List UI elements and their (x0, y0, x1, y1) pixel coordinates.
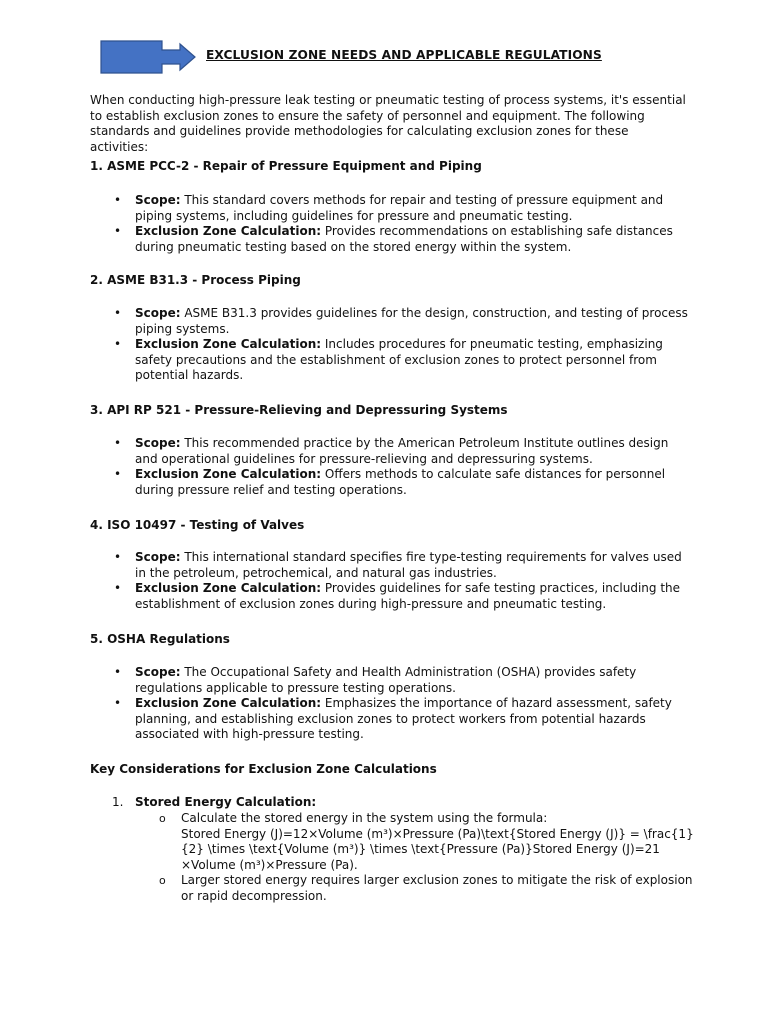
scope-label: Scope: (135, 436, 181, 450)
calc-text: Offers methods to calculate safe distances for personnel during pressure relief and testing operations. (135, 467, 666, 497)
intro-paragraph: When conducting high-pressure leak testing or pneumatic testing of process systems, it's essential to establish exclusion zones to ensure the safety of personnel and equipment. The following standards and guidelines provide methodologies for calculating exclusion zones for these activities: (90, 93, 686, 154)
list-item (135, 873, 695, 904)
stored-energy-note: Larger stored energy requires larger exclusion zones to mitigate the risk of explosion or rapid decompression. (181, 873, 693, 903)
scope-text: This international standard specifies fire type-testing requirements for valves used in the petroleum, petrochemical, and natural gas industries. (135, 550, 682, 580)
calc-label: Exclusion Zone Calculation: (135, 224, 322, 239)
key-considerations-heading: Key Considerations for Exclusion Zone Calculations (90, 762, 437, 776)
calc-label: Exclusion Zone Calculation: (135, 467, 322, 482)
section-list-3 (90, 436, 690, 498)
list-item (135, 811, 695, 873)
document-title: EXCLUSION ZONE NEEDS AND APPLICABLE REGULATIONS (206, 48, 602, 62)
list-item (90, 467, 690, 498)
list-item (90, 337, 690, 384)
scope-text: This recommended practice by the American Petroleum Institute outlines design and operational guidelines for pressure-relieving and depressuring systems. (135, 436, 669, 466)
section-heading-1: 1. ASME PCC-2 - Repair of Pressure Equipment and Piping (90, 159, 482, 173)
section-list-5 (90, 665, 690, 743)
section-heading-3: 3. API RP 521 - Pressure-Relieving and Depressuring Systems (90, 403, 508, 417)
calc-text: Includes procedures for pneumatic testing, emphasizing safety precautions and the establishment of exclusion zones to protect personnel from potential hazards. (135, 337, 663, 383)
section-heading-5: 5. OSHA Regulations (90, 632, 230, 646)
scope-label: Scope: (135, 306, 181, 320)
list-item (90, 306, 690, 337)
scope-label: Scope: (135, 550, 181, 564)
scope-text: This standard covers methods for repair and testing of pressure equipment and piping systems, including guidelines for pressure and pneumatic testing. (135, 193, 664, 223)
key-item-sublist (135, 811, 695, 905)
list-item (90, 550, 690, 581)
scope-label: Scope: (135, 665, 181, 679)
scope-label: Scope: (135, 193, 181, 207)
calc-text: Provides recommendations on establishing safe distances during pneumatic testing based on the stored energy within the system. (135, 224, 673, 254)
list-item (90, 224, 690, 255)
section-list-1 (90, 193, 690, 255)
list-item (90, 581, 690, 612)
section-heading-4: 4. ISO 10497 - Testing of Valves (90, 518, 305, 532)
calc-label: Exclusion Zone Calculation: (135, 696, 322, 711)
section-heading-2: 2. ASME B31.3 - Process Piping (90, 273, 301, 287)
list-item (90, 436, 690, 467)
list-item (90, 696, 690, 743)
arrow-right-icon (100, 40, 196, 74)
section-list-4 (90, 550, 690, 612)
calc-label: Exclusion Zone Calculation: (135, 581, 322, 596)
calc-label: Exclusion Zone Calculation: (135, 337, 322, 352)
list-item (90, 193, 690, 224)
formula-text: Stored Energy (J)=12×Volume (m³)×Pressure (Pa)\text{Stored Energy (J)} = \frac{1}{2} \times \text{Volume (m³)} \times \text{Pressure (Pa)}Stored Energy (J)=21 ×Volume (m³)×Pressure (Pa). (181, 826, 694, 872)
key-item-label: Stored Energy Calculation: (135, 795, 317, 809)
calc-text: Emphasizes the importance of hazard assessment, safety planning, and establishing exclusion zones to protect workers from potential hazards associated with high-pressure testing. (135, 696, 672, 742)
list-item (90, 665, 690, 696)
key-item-number: 1. (112, 795, 124, 809)
calc-text: Provides guidelines for safe testing practices, including the establishment of exclusion zones during high-pressure and pneumatic testing. (135, 581, 681, 611)
section-list-2 (90, 306, 690, 384)
formula-intro: Calculate the stored energy in the system using the formula: (181, 811, 548, 825)
scope-text: ASME B31.3 provides guidelines for the design, construction, and testing of process piping systems. (135, 306, 688, 336)
scope-text: The Occupational Safety and Health Administration (OSHA) provides safety regulations applicable to pressure testing operations. (135, 665, 637, 695)
